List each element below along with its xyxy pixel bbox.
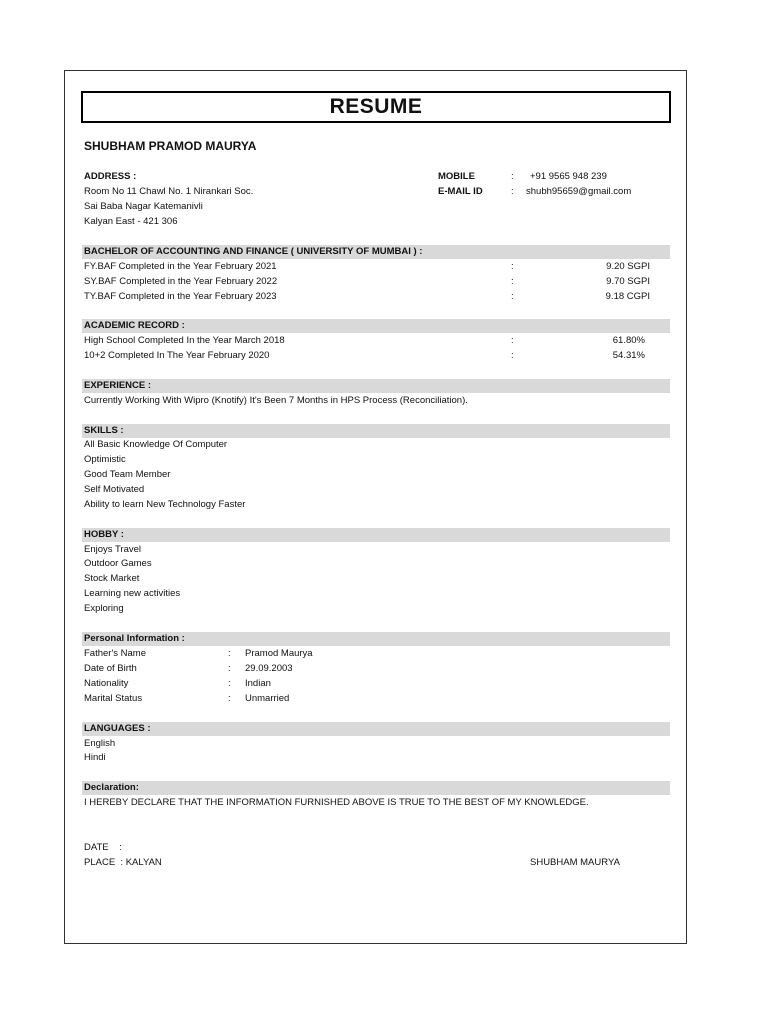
personal-label: Marital Status <box>84 693 143 704</box>
experience-header-bar <box>82 379 670 393</box>
colon: : <box>228 693 231 704</box>
colon: : <box>511 276 514 287</box>
colon: : <box>511 335 514 346</box>
experience-text: Currently Working With Wipro (Knotify) It's Been 7 Months in HPS Process (Reconciliation). <box>84 395 468 406</box>
address-line: Room No 11 Chawl No. 1 Nirankari Soc. <box>84 186 254 197</box>
date-line: DATE : <box>84 842 122 853</box>
personal-header-bar <box>82 632 670 646</box>
hobby-item: Outdoor Games <box>84 558 152 569</box>
language-item: Hindi <box>84 752 106 763</box>
email-value: shubh95659@gmail.com <box>526 186 632 197</box>
education-score: 9.70 SGPI <box>606 276 650 287</box>
colon: : <box>511 350 514 361</box>
mobile-label: MOBILE <box>438 171 475 182</box>
colon: : <box>228 678 231 689</box>
academic-row: High School Completed In the Year March 2018 <box>84 335 285 346</box>
education-row: FY.BAF Completed in the Year February 2021 <box>84 261 277 272</box>
hobby-header-bar <box>82 528 670 542</box>
personal-value: Unmarried <box>245 693 290 704</box>
academic-row: 10+2 Completed In The Year February 2020 <box>84 350 270 361</box>
candidate-name: SHUBHAM PRAMOD MAURYA <box>84 139 257 153</box>
personal-label: Father's Name <box>84 648 147 659</box>
colon: : <box>511 186 514 197</box>
academic-header-bar <box>82 319 670 333</box>
declaration-text: I HEREBY DECLARE THAT THE INFORMATION FURNISHED ABOVE IS TRUE TO THE BEST OF MY KNOWLEDGE. <box>84 797 589 808</box>
colon: : <box>228 663 231 674</box>
address-line: Kalyan East - 421 306 <box>84 216 178 227</box>
personal-value: Pramod Maurya <box>245 648 313 659</box>
skill-item: Self Motivated <box>84 484 145 495</box>
personal-label: Nationality <box>84 678 129 689</box>
declaration-header-bar <box>82 781 670 795</box>
address-line: Sai Baba Nagar Katemanivli <box>84 201 203 212</box>
personal-label: Date of Birth <box>84 663 137 674</box>
languages-header: LANGUAGES : <box>84 723 151 734</box>
hobby-item: Stock Market <box>84 573 140 584</box>
hobby-header: HOBBY : <box>84 529 124 540</box>
colon: : <box>511 291 514 302</box>
education-score: 9.20 SGPI <box>606 261 650 272</box>
personal-value: 29.09.2003 <box>245 663 293 674</box>
address-label: ADDRESS : <box>84 171 137 182</box>
skill-item: Ability to learn New Technology Faster <box>84 499 246 510</box>
experience-header: EXPERIENCE : <box>84 380 152 391</box>
academic-header: ACADEMIC RECORD : <box>84 320 185 331</box>
skills-header: SKILLS : <box>84 425 124 436</box>
education-header: BACHELOR OF ACCOUNTING AND FINANCE ( UNIVERSITY OF MUMBAI ) : <box>84 246 423 257</box>
colon: : <box>511 261 514 272</box>
email-label: E-MAIL ID <box>438 186 483 197</box>
academic-score: 61.80% <box>612 335 645 346</box>
personal-header: Personal Information : <box>84 633 185 644</box>
hobby-item: Learning new activities <box>84 588 181 599</box>
colon: : <box>228 648 231 659</box>
resume-page <box>64 70 687 944</box>
mobile-value: +91 9565 948 239 <box>530 171 607 182</box>
skill-item: Good Team Member <box>84 469 171 480</box>
languages-header-bar <box>82 722 670 736</box>
skill-item: Optimistic <box>84 454 126 465</box>
language-item: English <box>84 738 116 749</box>
skills-header-bar <box>82 424 670 438</box>
signature-name: SHUBHAM MAURYA <box>530 857 620 868</box>
education-score: 9.18 CGPI <box>605 291 650 302</box>
declaration-header: Declaration: <box>84 782 139 793</box>
skill-item: All Basic Knowledge Of Computer <box>84 439 228 450</box>
title-box <box>81 91 671 123</box>
place-line: PLACE : KALYAN <box>84 857 162 868</box>
education-row: SY.BAF Completed in the Year February 2022 <box>84 276 278 287</box>
hobby-item: Enjoys Travel <box>84 544 142 555</box>
education-header-bar <box>82 245 670 259</box>
education-row: TY.BAF Completed in the Year February 2023 <box>84 291 277 302</box>
page-title: RESUME <box>329 95 423 118</box>
hobby-item: Exploring <box>84 603 124 614</box>
colon: : <box>511 171 514 182</box>
academic-score: 54.31% <box>612 350 645 361</box>
personal-value: Indian <box>245 678 271 689</box>
